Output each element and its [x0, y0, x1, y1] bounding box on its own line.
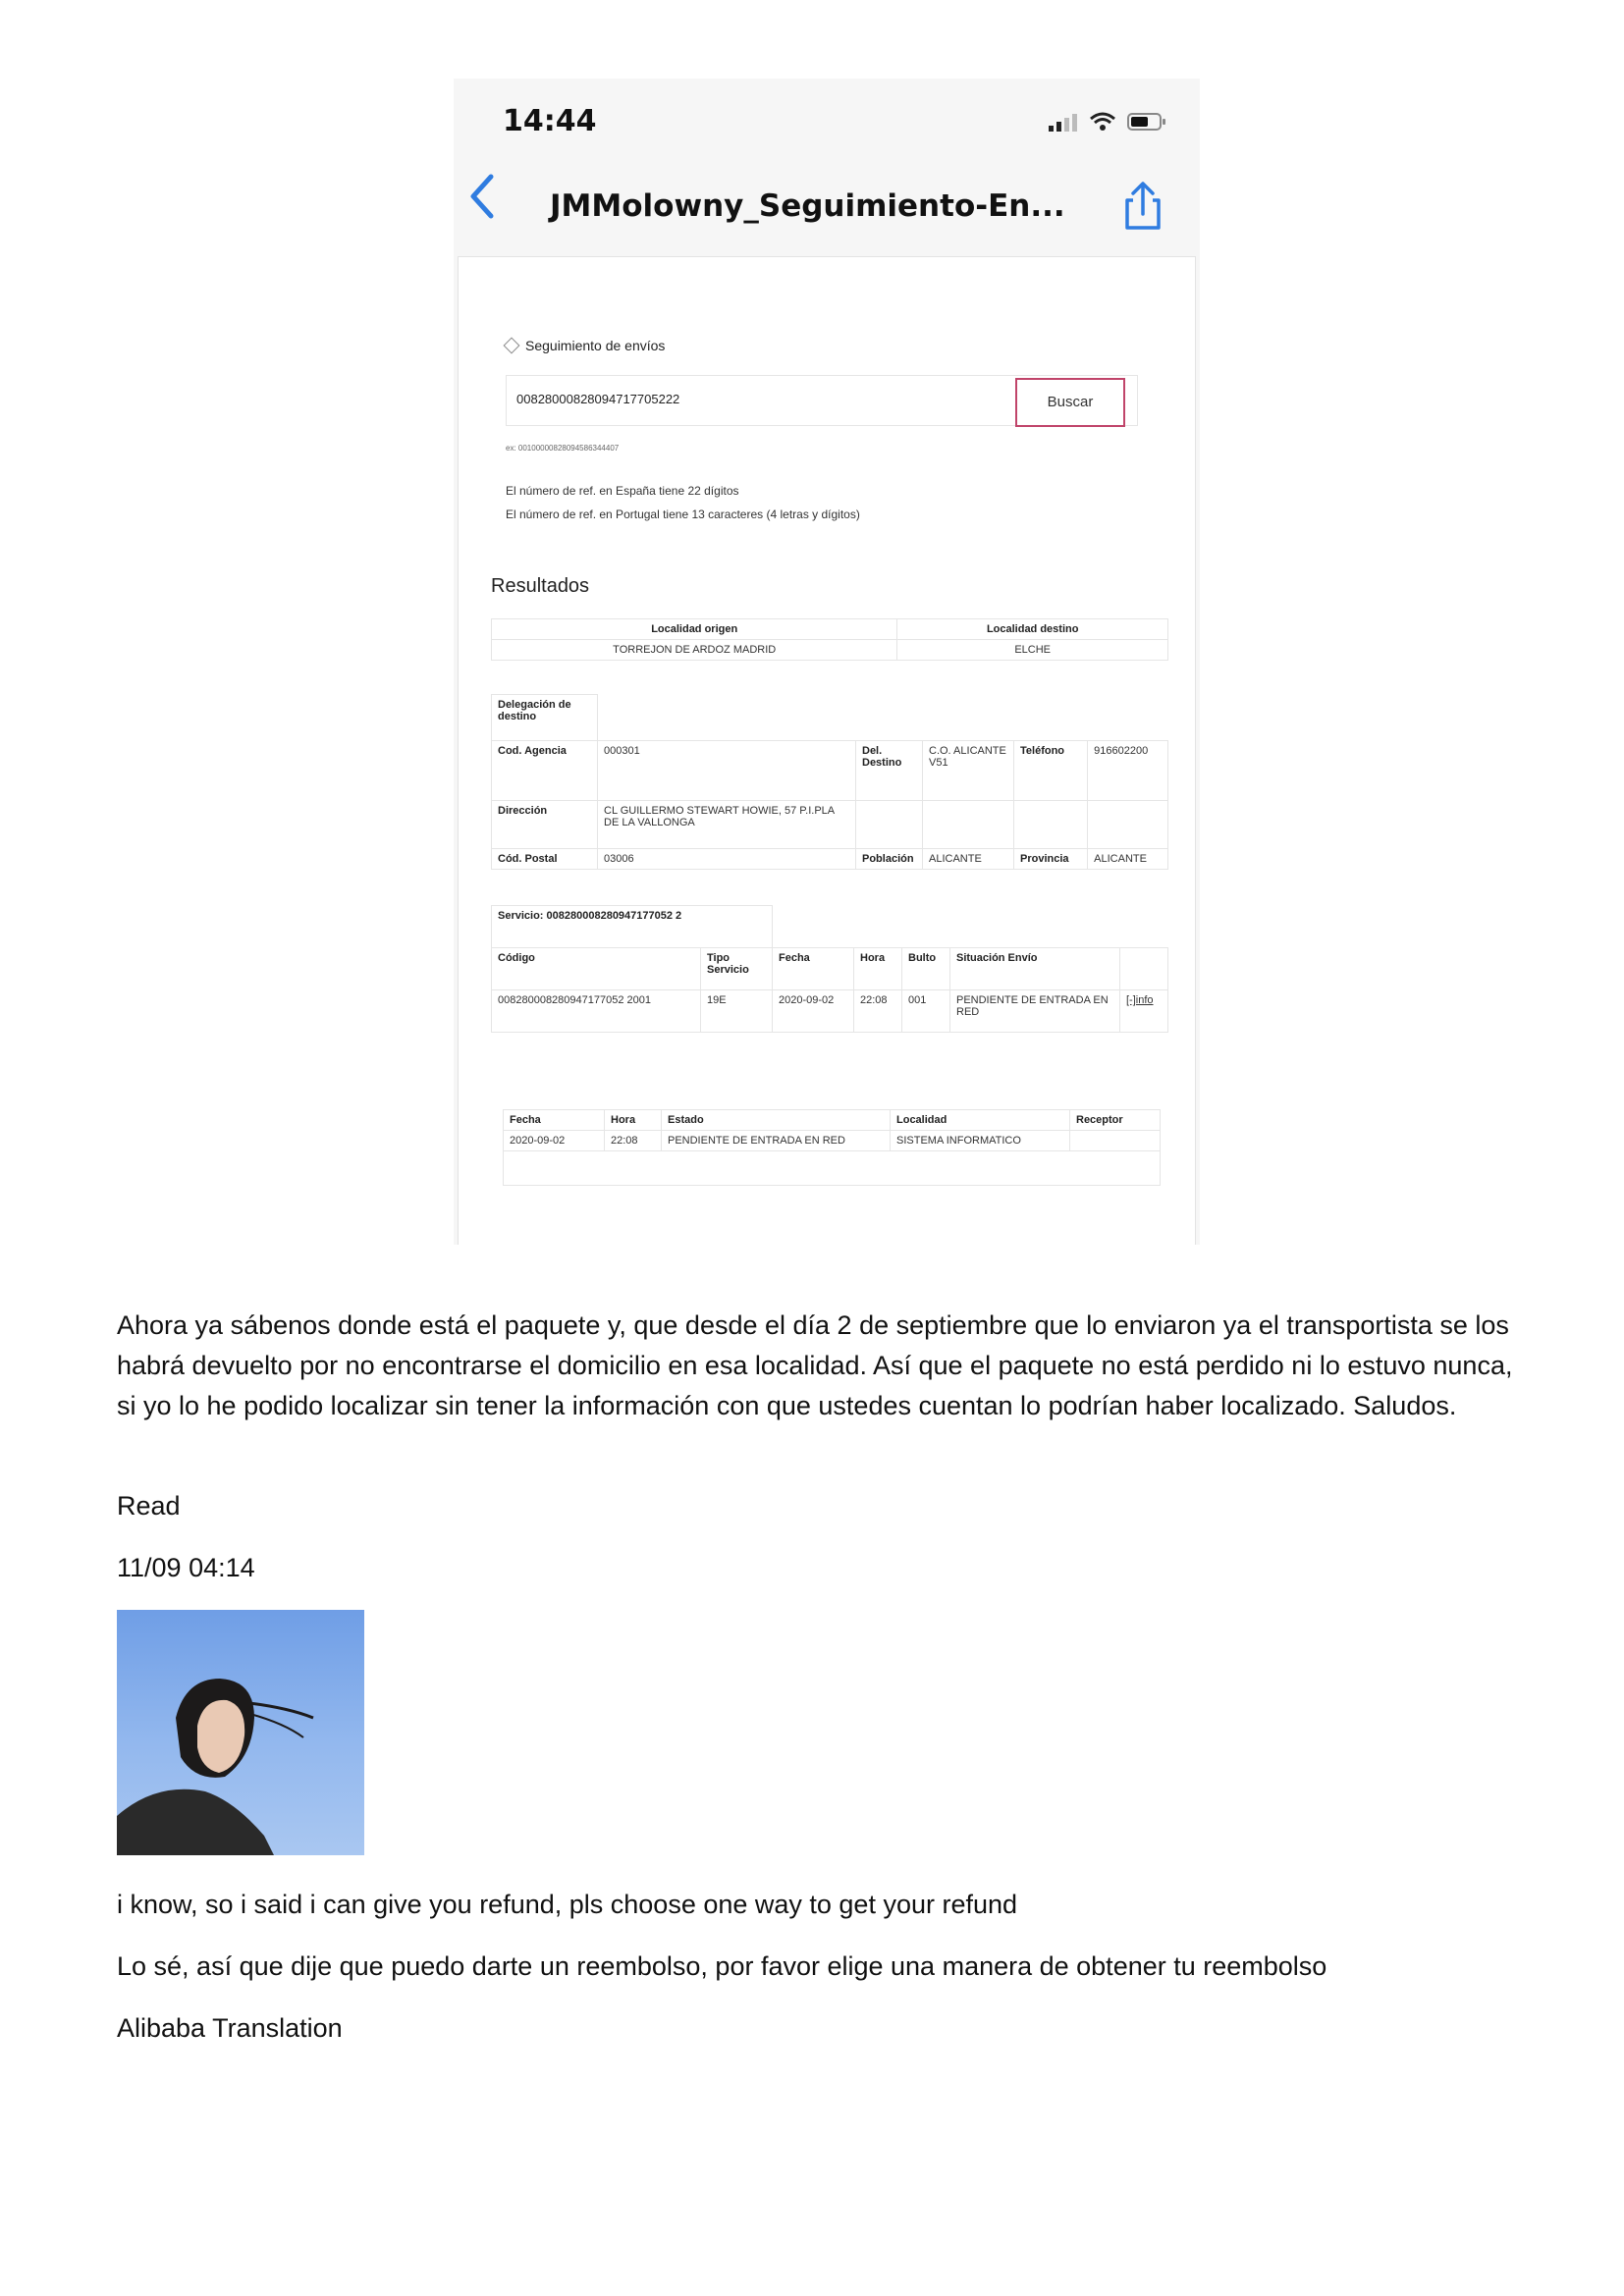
history-table [503, 1109, 1161, 1186]
hist-estado: PENDIENTE DE ENTRADA EN RED [662, 1131, 891, 1151]
phone-screenshot [454, 79, 1200, 1245]
hist-col-fecha: Fecha [504, 1110, 605, 1131]
direccion-label: Dirección [492, 801, 598, 849]
spain-ref-note: El número de ref. en España tiene 22 dígitos [506, 484, 739, 498]
tracking-search-input[interactable] [506, 375, 1138, 426]
share-icon[interactable] [1119, 181, 1166, 232]
col-codigo: Código [492, 948, 701, 990]
delegation-table [491, 694, 1168, 870]
telefono-label: Teléfono [1014, 741, 1088, 801]
customer-message: Ahora ya sábenos donde está el paquete y, que desde el día 2 de septiembre que lo enviaron ya el transportista se los habrá devuelto por no encontrarse el domicilio en esa localidad. Así que el paquete no está perdido ni lo estuvo nunca, si yo lo he podido localizar sin tener la información con que ustedes cuentan lo podrían haber localizado. Saludos. [117, 1310, 1513, 1420]
service-table [491, 905, 1168, 1033]
route-table [491, 618, 1168, 661]
hist-col-estado: Estado [662, 1110, 891, 1131]
cod-agencia-value: 000301 [598, 741, 856, 801]
cod-agencia-label: Cod. Agencia [492, 741, 598, 801]
hist-localidad: SISTEMA INFORMATICO [891, 1131, 1070, 1151]
back-chevron-icon[interactable] [463, 169, 503, 224]
info-link[interactable]: [-]info [1120, 990, 1168, 1033]
cod-postal-value: 03006 [598, 849, 856, 870]
telefono-value: 916602200 [1088, 741, 1168, 801]
col-bulto: Bulto [902, 948, 950, 990]
origin-header: Localidad origen [492, 619, 897, 640]
col-tipo-servicio: Tipo Servicio [701, 948, 773, 990]
status-icons [1049, 112, 1166, 132]
col-fecha: Fecha [773, 948, 854, 990]
provincia-label: Provincia [1014, 849, 1088, 870]
document-title: JMMolowny_Seguimiento-En... [550, 188, 1065, 224]
service-hora: 22:08 [854, 990, 902, 1033]
poblacion-value: ALICANTE [923, 849, 1014, 870]
del-destino-value: C.O. ALICANTE V51 [923, 741, 1014, 801]
hist-fecha: 2020-09-02 [504, 1131, 605, 1151]
service-row [492, 990, 1168, 1033]
signal-icon [1049, 114, 1078, 132]
hist-col-hora: Hora [605, 1110, 662, 1131]
hist-col-receptor: Receptor [1070, 1110, 1161, 1131]
tracking-number-value: 00828000828094717705222 [516, 392, 680, 406]
status-bar [454, 79, 1200, 165]
example-text: ex: 00100000828094586344407 [506, 444, 620, 453]
avatar [117, 1610, 364, 1855]
direccion-value: CL GUILLERMO STEWART HOWIE, 57 P.I.PLA DE LA VALLONGA [598, 801, 856, 849]
service-situacion: PENDIENTE DE ENTRADA EN RED [950, 990, 1120, 1033]
avatar-photo [117, 1610, 364, 1855]
hist-receptor [1070, 1131, 1161, 1151]
results-heading: Resultados [491, 575, 590, 597]
hist-col-localidad: Localidad [891, 1110, 1070, 1131]
wifi-icon [1090, 112, 1115, 132]
diamond-icon [504, 338, 520, 354]
search-button[interactable]: Buscar [1015, 378, 1125, 427]
del-destino-label: Del. Destino [856, 741, 923, 801]
service-bulto: 001 [902, 990, 950, 1033]
poblacion-label: Población [856, 849, 923, 870]
origin-value: TORREJON DE ARDOZ MADRID [492, 640, 897, 661]
read-status: Read [117, 1491, 181, 1521]
destination-header: Localidad destino [897, 619, 1168, 640]
col-situacion: Situación Envío [950, 948, 1120, 990]
cod-postal-label: Cód. Postal [492, 849, 598, 870]
hist-hora: 22:08 [605, 1131, 662, 1151]
service-tipo: 19E [701, 990, 773, 1033]
status-time: 14:44 [503, 104, 597, 138]
destination-value: ELCHE [897, 640, 1168, 661]
history-row [504, 1131, 1161, 1151]
col-info [1120, 948, 1168, 990]
provincia-value: ALICANTE [1088, 849, 1168, 870]
service-fecha: 2020-09-02 [773, 990, 854, 1033]
service-label: Servicio: 008280008280947177052 2 [492, 906, 773, 948]
reply-english: i know, so i said i can give you refund, pls choose one way to get your refund [117, 1890, 1018, 1919]
reply-spanish: Lo sé, así que dije que puedo darte un reembolso, por favor elige una manera de obtener tu reembolso [117, 1951, 1327, 1981]
translation-label: Alibaba Translation [117, 2013, 343, 2043]
tracking-web-page [459, 257, 1195, 1245]
delegation-title: Delegación de destino [492, 695, 598, 741]
message-timestamp: 11/09 04:14 [117, 1553, 255, 1582]
portugal-ref-note: El número de ref. en Portugal tiene 13 caracteres (4 letras y dígitos) [506, 507, 860, 521]
section-title: Seguimiento de envíos [506, 338, 665, 353]
col-hora: Hora [854, 948, 902, 990]
battery-icon [1127, 112, 1166, 132]
service-codigo: 008280008280947177052 2001 [492, 990, 701, 1033]
